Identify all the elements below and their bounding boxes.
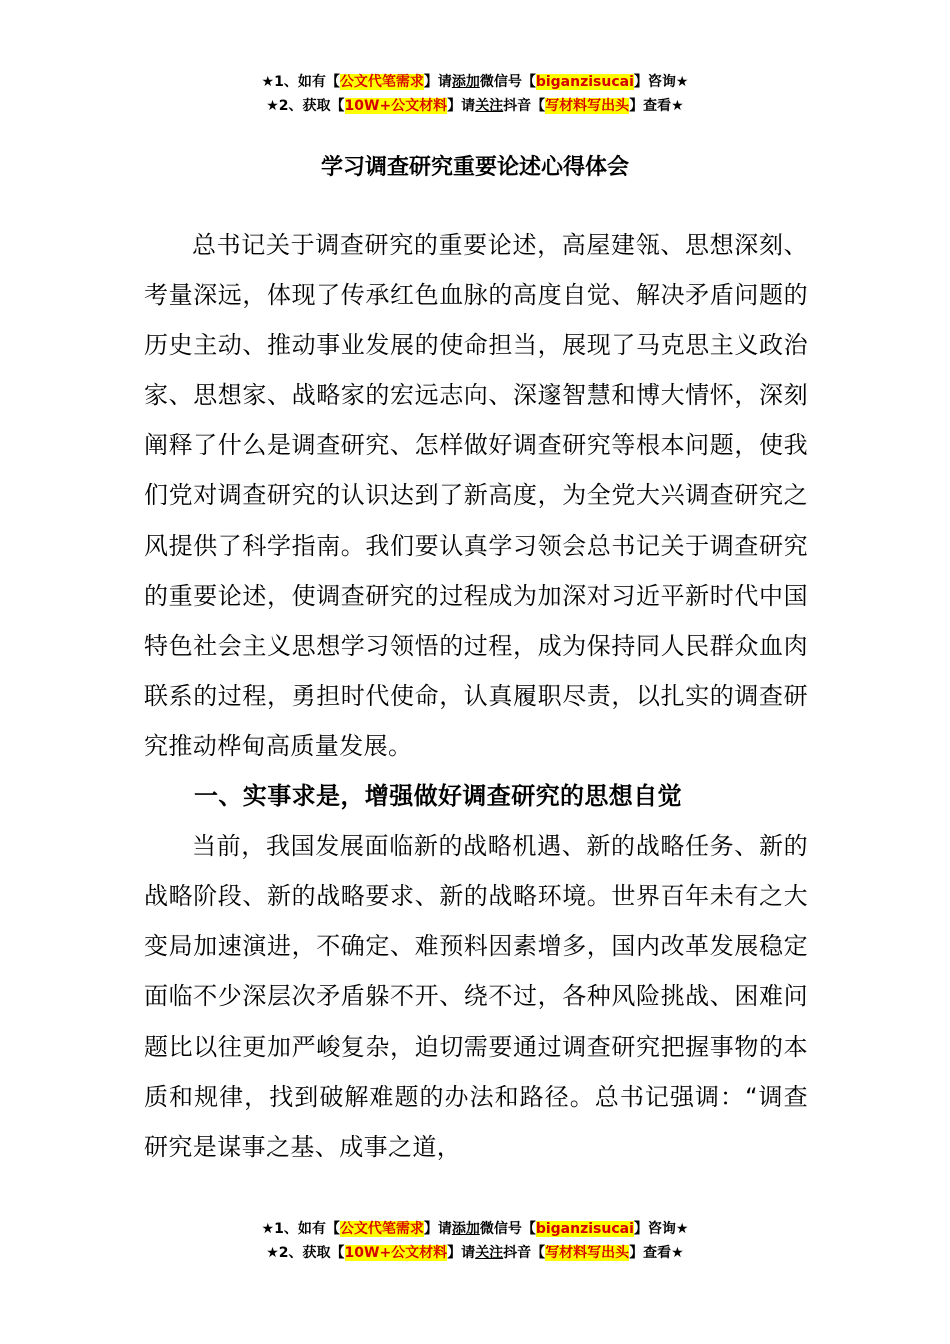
body-paragraph: 当前，我国发展面临新的战略机遇、新的战略任务、新的战略阶段、新的战略要求、新的战略环境。世界百年未有之大变局加速演进，不确定、难预料因素增多，国内改革发展稳定面临不少深层次矛盾躲不开、绕不过，各种风险挑战、困难问题比以往更加严峻复杂，迫切需要通过调查研究把握事物的本质和规律，找到破解难题的办法和路径。总书记强调：“调查研究是谋事之基、成事之道， bbox=[144, 832, 808, 1161]
promo-text: 】咨询★ bbox=[633, 1221, 689, 1237]
promo-text: 】请 bbox=[447, 98, 476, 114]
promo-text: 】请 bbox=[447, 1245, 476, 1261]
promo-highlight: 写材料写出头 bbox=[545, 98, 630, 114]
promo-line-2 bbox=[0, 1241, 950, 1265]
document-title: 学习调查研究重要论述心得体会 bbox=[320, 155, 629, 180]
promo-text: ★1、如有【 bbox=[261, 1221, 340, 1237]
promo-text: 】请 bbox=[423, 1221, 452, 1237]
header-promo-banner bbox=[0, 70, 950, 118]
promo-highlight: 公文代笔需求 bbox=[339, 1221, 424, 1237]
promo-underlined: 关注 bbox=[475, 1245, 504, 1261]
promo-text: ★1、如有【 bbox=[261, 74, 340, 90]
promo-text: 】查看★ bbox=[629, 1245, 684, 1261]
promo-highlight: 10W+公文材料 bbox=[344, 1245, 448, 1261]
promo-highlight: biganzisucai bbox=[535, 1221, 634, 1237]
promo-highlight: 公文代笔需求 bbox=[339, 74, 424, 90]
promo-underlined: 添加 bbox=[451, 74, 480, 90]
promo-text: 微信号【 bbox=[479, 74, 536, 90]
promo-text: 抖音【 bbox=[503, 1245, 546, 1261]
promo-highlight: biganzisucai bbox=[535, 74, 634, 90]
section-heading: 一、实事求是，增强做好调查研究的思想自觉 bbox=[194, 782, 682, 811]
promo-line-2 bbox=[0, 94, 950, 118]
promo-underlined: 关注 bbox=[475, 98, 504, 114]
promo-text: 】咨询★ bbox=[633, 74, 689, 90]
promo-text: ★2、获取【 bbox=[266, 98, 345, 114]
promo-text: 】查看★ bbox=[629, 98, 684, 114]
body-paragraph: 总书记关于调查研究的重要论述，高屋建瓴、思想深刻、考量深远，体现了传承红色血脉的高度自觉、解决矛盾问题的历史主动、推动事业发展的使命担当，展现了马克思主义政治家、思想家、战略家的宏远志向、深邃智慧和博大情怀，深刻阐释了什么是调查研究、怎样做好调查研究等根本问题，使我们党对调查研究的认识达到了新高度，为全党大兴调查研究之风提供了科学指南。我们要认真学习领会总书记关于调查研究的重要论述，使调查研究的过程成为加深对习近平新时代中国特色社会主义思想学习领悟的过程，成为保持同人民群众血肉联系的过程，勇担时代使命，认真履职尽责，以扎实的调查研究推动桦甸高质量发展。 bbox=[144, 231, 808, 760]
promo-line-1 bbox=[0, 70, 950, 94]
promo-text: 微信号【 bbox=[479, 1221, 536, 1237]
promo-highlight: 写材料写出头 bbox=[545, 1245, 630, 1261]
promo-text: 】请 bbox=[423, 74, 452, 90]
promo-text: ★2、获取【 bbox=[266, 1245, 345, 1261]
document-body bbox=[144, 220, 808, 1172]
promo-highlight: 10W+公文材料 bbox=[344, 98, 448, 114]
footer-promo-banner bbox=[0, 1217, 950, 1265]
promo-underlined: 添加 bbox=[451, 1221, 480, 1237]
promo-text: 抖音【 bbox=[503, 98, 546, 114]
promo-line-1 bbox=[0, 1217, 950, 1241]
